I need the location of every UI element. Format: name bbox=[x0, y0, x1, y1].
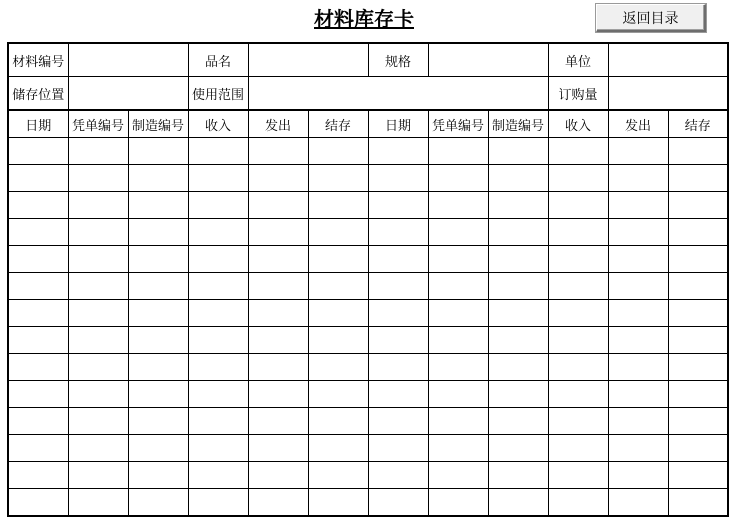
table-cell[interactable] bbox=[68, 489, 128, 517]
table-cell[interactable] bbox=[68, 435, 128, 462]
table-cell[interactable] bbox=[8, 435, 68, 462]
table-cell[interactable] bbox=[368, 300, 428, 327]
table-cell[interactable] bbox=[548, 138, 608, 165]
table-cell[interactable] bbox=[548, 219, 608, 246]
table-row bbox=[8, 165, 728, 192]
table-cell[interactable] bbox=[248, 219, 308, 246]
table-cell[interactable] bbox=[668, 327, 728, 354]
column-header: 结存 bbox=[668, 110, 728, 138]
table-cell[interactable] bbox=[548, 354, 608, 381]
table-cell[interactable] bbox=[8, 138, 68, 165]
table-cell[interactable] bbox=[308, 273, 368, 300]
table-cell[interactable] bbox=[488, 246, 548, 273]
usage-scope-field[interactable] bbox=[248, 77, 548, 111]
table-cell[interactable] bbox=[668, 246, 728, 273]
table-cell[interactable] bbox=[128, 165, 188, 192]
table-cell[interactable] bbox=[188, 138, 248, 165]
table-cell[interactable] bbox=[8, 327, 68, 354]
table-cell[interactable] bbox=[668, 300, 728, 327]
table-cell[interactable] bbox=[128, 462, 188, 489]
table-cell[interactable] bbox=[8, 381, 68, 408]
table-cell[interactable] bbox=[128, 489, 188, 517]
table-row bbox=[8, 435, 728, 462]
column-header: 收入 bbox=[188, 110, 248, 138]
order-quantity-label: 订购量 bbox=[548, 77, 608, 111]
table-cell[interactable] bbox=[668, 354, 728, 381]
table-cell[interactable] bbox=[188, 381, 248, 408]
inventory-card-table bbox=[7, 42, 729, 517]
name-field[interactable] bbox=[248, 43, 368, 77]
table-cell[interactable] bbox=[8, 273, 68, 300]
column-header: 凭单编号 bbox=[428, 110, 488, 138]
table-cell[interactable] bbox=[668, 192, 728, 219]
table-cell[interactable] bbox=[308, 246, 368, 273]
table-cell[interactable] bbox=[428, 192, 488, 219]
table-cell[interactable] bbox=[308, 327, 368, 354]
table-cell[interactable] bbox=[428, 246, 488, 273]
table-cell[interactable] bbox=[428, 489, 488, 517]
order-quantity-field[interactable] bbox=[608, 77, 728, 111]
table-cell[interactable] bbox=[608, 489, 668, 517]
table-cell[interactable] bbox=[68, 138, 128, 165]
table-cell[interactable] bbox=[428, 354, 488, 381]
table-cell[interactable] bbox=[548, 273, 608, 300]
table-cell[interactable] bbox=[128, 219, 188, 246]
table-cell[interactable] bbox=[368, 327, 428, 354]
table-cell[interactable] bbox=[308, 138, 368, 165]
table-cell[interactable] bbox=[488, 381, 548, 408]
table-cell[interactable] bbox=[8, 489, 68, 517]
table-row bbox=[8, 219, 728, 246]
column-header: 凭单编号 bbox=[68, 110, 128, 138]
table-cell[interactable] bbox=[128, 300, 188, 327]
table-cell[interactable] bbox=[68, 246, 128, 273]
table-cell[interactable] bbox=[188, 408, 248, 435]
table-cell[interactable] bbox=[368, 354, 428, 381]
table-cell[interactable] bbox=[548, 489, 608, 517]
table-cell[interactable] bbox=[548, 327, 608, 354]
table-cell[interactable] bbox=[608, 408, 668, 435]
spec-field[interactable] bbox=[428, 43, 548, 77]
table-cell[interactable] bbox=[188, 462, 248, 489]
column-header: 制造编号 bbox=[128, 110, 188, 138]
table-cell[interactable] bbox=[68, 327, 128, 354]
table-row bbox=[8, 354, 728, 381]
column-header: 发出 bbox=[608, 110, 668, 138]
table-cell[interactable] bbox=[548, 300, 608, 327]
table-cell[interactable] bbox=[488, 354, 548, 381]
table-cell[interactable] bbox=[488, 165, 548, 192]
usage-scope-label: 使用范围 bbox=[188, 77, 248, 111]
table-cell[interactable] bbox=[128, 192, 188, 219]
table-cell[interactable] bbox=[8, 192, 68, 219]
table-cell[interactable] bbox=[668, 273, 728, 300]
table-cell[interactable] bbox=[68, 165, 128, 192]
table-cell[interactable] bbox=[8, 219, 68, 246]
table-row bbox=[8, 489, 728, 517]
table-row bbox=[8, 327, 728, 354]
table-cell[interactable] bbox=[608, 273, 668, 300]
table-cell[interactable] bbox=[368, 489, 428, 517]
name-label: 品名 bbox=[188, 43, 248, 77]
storage-location-label: 储存位置 bbox=[8, 77, 68, 111]
table-cell[interactable] bbox=[668, 138, 728, 165]
table-cell[interactable] bbox=[248, 381, 308, 408]
table-cell[interactable] bbox=[68, 354, 128, 381]
table-cell[interactable] bbox=[608, 435, 668, 462]
table-row bbox=[8, 273, 728, 300]
table-cell[interactable] bbox=[248, 435, 308, 462]
table-cell[interactable] bbox=[428, 327, 488, 354]
table-cell[interactable] bbox=[668, 219, 728, 246]
table-cell[interactable] bbox=[128, 408, 188, 435]
table-cell[interactable] bbox=[308, 489, 368, 517]
table-row bbox=[8, 408, 728, 435]
table-cell[interactable] bbox=[428, 462, 488, 489]
table-cell[interactable] bbox=[668, 165, 728, 192]
table-cell[interactable] bbox=[308, 462, 368, 489]
table-cell[interactable] bbox=[548, 246, 608, 273]
table-cell[interactable] bbox=[428, 219, 488, 246]
table-cell[interactable] bbox=[428, 381, 488, 408]
table-cell[interactable] bbox=[188, 192, 248, 219]
table-cell[interactable] bbox=[308, 300, 368, 327]
material-code-label: 材料编号 bbox=[8, 43, 68, 77]
table-cell[interactable] bbox=[608, 381, 668, 408]
table-cell[interactable] bbox=[488, 219, 548, 246]
table-cell[interactable] bbox=[428, 165, 488, 192]
unit-field[interactable] bbox=[608, 43, 728, 77]
table-cell[interactable] bbox=[488, 300, 548, 327]
table-cell[interactable] bbox=[488, 192, 548, 219]
table-cell[interactable] bbox=[8, 165, 68, 192]
table-cell[interactable] bbox=[548, 462, 608, 489]
table-row bbox=[8, 381, 728, 408]
table-cell[interactable] bbox=[428, 435, 488, 462]
table-cell[interactable] bbox=[128, 246, 188, 273]
info-row-2 bbox=[8, 77, 728, 111]
table-cell[interactable] bbox=[188, 219, 248, 246]
table-row bbox=[8, 300, 728, 327]
column-header: 发出 bbox=[248, 110, 308, 138]
table-cell[interactable] bbox=[308, 354, 368, 381]
column-header-row bbox=[8, 110, 728, 138]
table-cell[interactable] bbox=[608, 354, 668, 381]
table-cell[interactable] bbox=[188, 354, 248, 381]
table-cell[interactable] bbox=[188, 435, 248, 462]
table-cell[interactable] bbox=[308, 381, 368, 408]
table-cell[interactable] bbox=[128, 381, 188, 408]
table-cell[interactable] bbox=[428, 408, 488, 435]
column-header: 制造编号 bbox=[488, 110, 548, 138]
material-code-field[interactable] bbox=[68, 43, 188, 77]
storage-location-field[interactable] bbox=[68, 77, 188, 111]
table-cell[interactable] bbox=[128, 435, 188, 462]
table-cell[interactable] bbox=[488, 462, 548, 489]
table-cell[interactable] bbox=[248, 138, 308, 165]
table-cell[interactable] bbox=[188, 165, 248, 192]
table-cell[interactable] bbox=[668, 489, 728, 517]
table-cell[interactable] bbox=[68, 408, 128, 435]
table-cell[interactable] bbox=[608, 165, 668, 192]
table-cell[interactable] bbox=[188, 489, 248, 517]
table-cell[interactable] bbox=[428, 138, 488, 165]
table-cell[interactable] bbox=[8, 246, 68, 273]
table-cell[interactable] bbox=[68, 381, 128, 408]
table-cell[interactable] bbox=[248, 327, 308, 354]
table-cell[interactable] bbox=[308, 165, 368, 192]
table-cell[interactable] bbox=[368, 435, 428, 462]
table-cell[interactable] bbox=[8, 300, 68, 327]
table-cell[interactable] bbox=[668, 462, 728, 489]
table-cell[interactable] bbox=[188, 273, 248, 300]
table-cell[interactable] bbox=[548, 381, 608, 408]
table-cell[interactable] bbox=[188, 300, 248, 327]
unit-label: 单位 bbox=[548, 43, 608, 77]
table-cell[interactable] bbox=[428, 300, 488, 327]
table-cell[interactable] bbox=[488, 435, 548, 462]
table-cell[interactable] bbox=[368, 381, 428, 408]
table-cell[interactable] bbox=[368, 246, 428, 273]
table-cell[interactable] bbox=[608, 327, 668, 354]
table-cell[interactable] bbox=[548, 165, 608, 192]
table-cell[interactable] bbox=[608, 192, 668, 219]
table-cell[interactable] bbox=[128, 354, 188, 381]
page-title: 材料库存卡 bbox=[314, 7, 414, 31]
column-header: 收入 bbox=[548, 110, 608, 138]
table-cell[interactable] bbox=[8, 354, 68, 381]
back-to-index-button[interactable]: 返回目录 bbox=[596, 4, 706, 32]
table-cell[interactable] bbox=[668, 408, 728, 435]
table-cell[interactable] bbox=[608, 462, 668, 489]
table-cell[interactable] bbox=[308, 192, 368, 219]
table-row bbox=[8, 246, 728, 273]
table-cell[interactable] bbox=[608, 138, 668, 165]
table-cell[interactable] bbox=[488, 327, 548, 354]
table-cell[interactable] bbox=[248, 300, 308, 327]
table-cell[interactable] bbox=[8, 408, 68, 435]
table-cell[interactable] bbox=[68, 300, 128, 327]
table-cell[interactable] bbox=[368, 138, 428, 165]
table-row bbox=[8, 138, 728, 165]
table-cell[interactable] bbox=[368, 219, 428, 246]
table-cell[interactable] bbox=[188, 327, 248, 354]
table-cell[interactable] bbox=[68, 192, 128, 219]
table-cell[interactable] bbox=[488, 408, 548, 435]
table-row bbox=[8, 462, 728, 489]
table-cell[interactable] bbox=[488, 273, 548, 300]
table-cell[interactable] bbox=[488, 138, 548, 165]
column-header: 日期 bbox=[8, 110, 68, 138]
table-cell[interactable] bbox=[488, 489, 548, 517]
table-cell[interactable] bbox=[68, 273, 128, 300]
table-cell[interactable] bbox=[608, 300, 668, 327]
table-cell[interactable] bbox=[188, 246, 248, 273]
table-cell[interactable] bbox=[368, 408, 428, 435]
table-cell[interactable] bbox=[368, 165, 428, 192]
table-cell[interactable] bbox=[368, 462, 428, 489]
table-cell[interactable] bbox=[608, 219, 668, 246]
table-cell[interactable] bbox=[548, 192, 608, 219]
table-cell[interactable] bbox=[668, 381, 728, 408]
table-cell[interactable] bbox=[308, 435, 368, 462]
table-cell[interactable] bbox=[128, 138, 188, 165]
table-cell[interactable] bbox=[308, 408, 368, 435]
table-cell[interactable] bbox=[668, 435, 728, 462]
table-cell[interactable] bbox=[248, 273, 308, 300]
table-cell[interactable] bbox=[248, 192, 308, 219]
column-header: 日期 bbox=[368, 110, 428, 138]
table-cell[interactable] bbox=[248, 408, 308, 435]
table-cell[interactable] bbox=[368, 273, 428, 300]
table-cell[interactable] bbox=[248, 462, 308, 489]
table-cell[interactable] bbox=[68, 219, 128, 246]
table-cell[interactable] bbox=[248, 354, 308, 381]
spec-label: 规格 bbox=[368, 43, 428, 77]
table-cell[interactable] bbox=[608, 246, 668, 273]
table-cell[interactable] bbox=[248, 489, 308, 517]
table-cell[interactable] bbox=[248, 246, 308, 273]
table-cell[interactable] bbox=[428, 273, 488, 300]
table-cell[interactable] bbox=[128, 327, 188, 354]
column-header: 结存 bbox=[308, 110, 368, 138]
table-cell[interactable] bbox=[548, 435, 608, 462]
table-cell[interactable] bbox=[128, 273, 188, 300]
table-cell[interactable] bbox=[68, 462, 128, 489]
table-row bbox=[8, 192, 728, 219]
table-cell[interactable] bbox=[8, 462, 68, 489]
table-cell[interactable] bbox=[368, 192, 428, 219]
info-row-1 bbox=[8, 43, 728, 77]
table-cell[interactable] bbox=[248, 165, 308, 192]
table-cell[interactable] bbox=[308, 219, 368, 246]
table-cell[interactable] bbox=[548, 408, 608, 435]
